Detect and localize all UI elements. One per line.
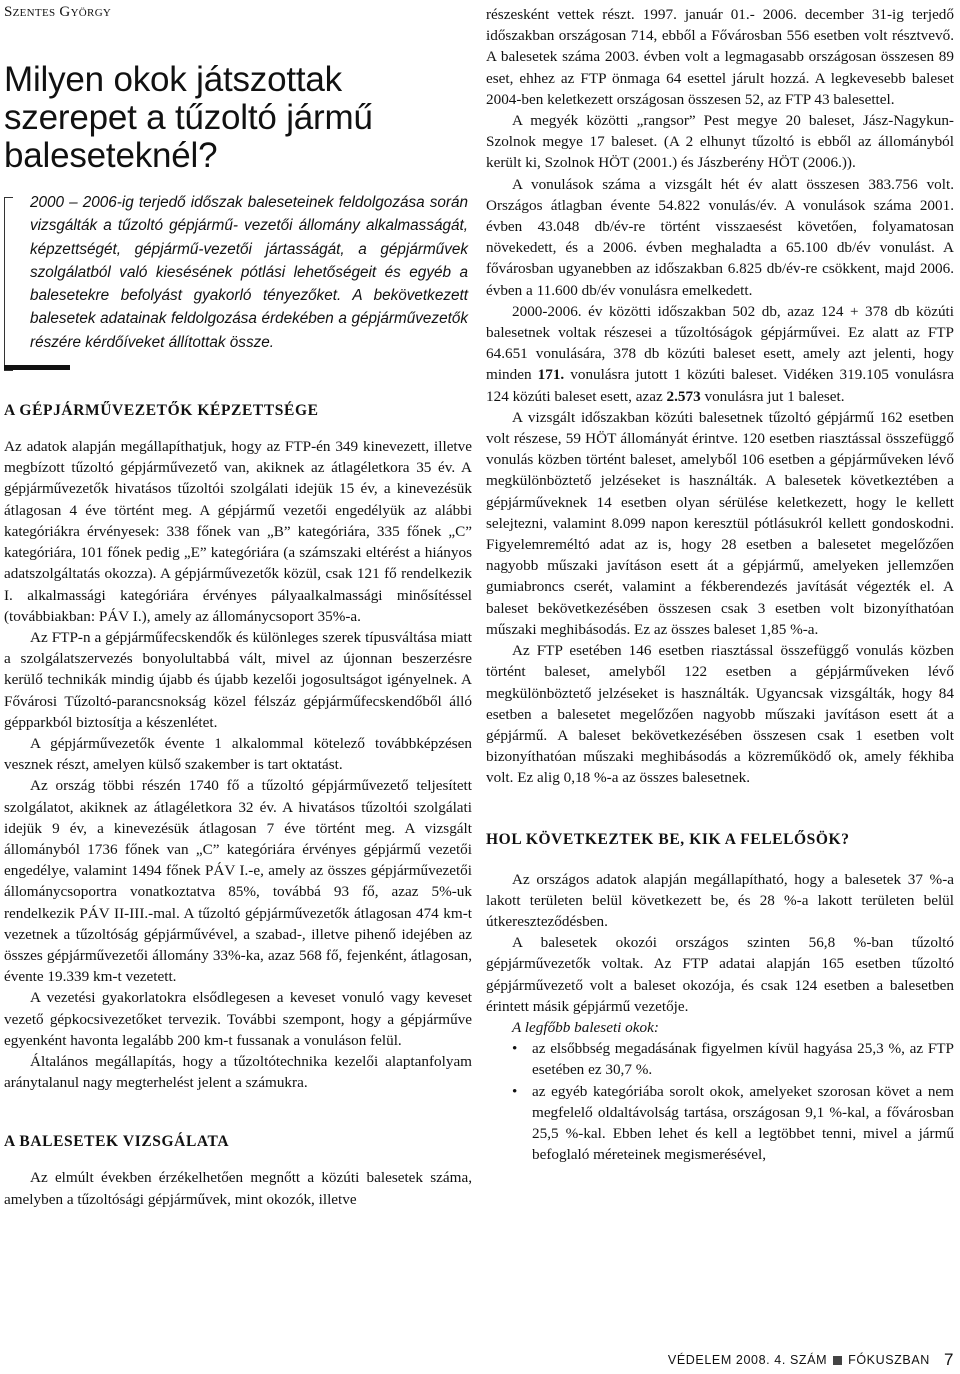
section-responsibility-body [486, 869, 954, 1166]
highlight-number: 2.573 [666, 387, 701, 405]
section-heading-accidents: A BALESETEK VIZSGÁLATA [4, 1133, 230, 1151]
paragraph: Általános megállapítás, hogy a tűzoltótechnika kezelői alaptanfolyam aránytalanul nagy megterhelést jelent a számukra. [4, 1052, 472, 1092]
list-item: • az elsőbbség megadásának figyelmen kívül hagyása 25,3 %, az FTP esetében ez 30,7 %. [512, 1040, 954, 1079]
paragraph: A vezetési gyakorlatokra elsődlegesen a keveset vonuló vagy keveset vezető gépkocsivezetőket tervezik. További szempont, hogy a gépjárműve egyenként havonta legalább 200 km-t fussanak a vonuláson felül. [4, 989, 472, 1049]
paragraph: A balesetek okozói országos szinten 56,8 %-ban tűzoltó gépjárművezetők voltak. Az FTP adatai alapján 165 esetben tűzoltó gépjárművezető volt a baleset okozója, és csak 124 esetben a balesetben érintett másik gépjármű vezetője. [486, 934, 954, 1015]
paragraph: A vonulások száma a vizsgált hét év alatt összesen 383.756 volt. Országos átlagban évente 54.822 vonulás/év. A vonulások száma 2001. évben 43.048 db/év-re történt visszaesést követően, folyamatosan növekedett, és a 2006. évben meghaladta a 65.100 db/év vonulást. A fővárosban ugyanebben az időszakban 6.825 db/év-re csökkent, majd 2006. évben a 11.600 db/év vonulásra emelkedett. [486, 175, 954, 299]
bullet-icon: • [512, 1082, 518, 1100]
lead-box [4, 191, 472, 354]
paragraph: A gépjárművezetők évente 1 alkalommal kötelező továbbképzésen vesznek részt, amelyen külső szakember is tart oktatást. [4, 734, 472, 774]
section-heading-responsibility: HOL KÖVETKEZTEK BE, KIK A FELELŐSÖK? [486, 830, 850, 848]
paragraph: Az adatok alapján megállapíthatjuk, hogy az FTP-én 349 kinevezett, illetve megbízott tűzoltó gépjárművezető van, akiknek az átlagéletkora 35 év. A gépjárművezetők hivatásos tűzoltói szolgálati idejük 15 év, a kinevezésük átlagosan 4 éve történt meg. A gépjármű vezetői engedélyük az alábbi kategóriákra érvényesek: 338 főnek van „B” kategóriára, 335 főnek „C” kategóriára, 101 főnek pedig „E” kategóriára (a számszaki eltérést a hiányos adatszolgáltatás okozza). A gépjárművezetők közül, csak 121 fő rendelkezik I. alkalmassági kategóriára érvényes pályaalkalmassági minősítéssel (továbbiakban: PÁV I.), amely az állománycsoport 35%-a. [4, 438, 472, 625]
paragraph: Az FTP-n a gépjárműfecskendők és különleges szerek típusváltása miatt a szolgálatszervezés bonyolultabbá vált, mivel az újonnan beszerzésre kerülő technikák mindig újabb és újabb kezelői jogosultságot igényelnek. A Fővárosi Tűzoltó-parancsnokság közel félszáz gépjárműfecskendőből álló gépparkból biztosítja a készenlétet. [4, 628, 472, 731]
list-label: A legfőbb baleseti okok: [512, 1018, 659, 1036]
paragraph: A megyék közötti „rangsor” Pest megye 20 baleset, Jász-Nagykun-Szolnok megye 17 baleset. (A 2 elhunyt tűzoltó is ebből az állományból került ki, Szolnok HÖT (2001.) és Jászberény HÖT (2006.)). [486, 112, 954, 172]
paragraph: részesként vettek részt. 1997. január 01.- 2006. december 31-ig terjedő időszakban országosan 714, ebből a Fővárosban 556 esetben volt résztvevő. A balesetek száma 2003. évben volt a legmagasabb országosan összesen 89 eset, ehhez az FTP önmaga 64 esettel járult hozzá. A legkevesebb baleset 2004-ben keletkezett országosan összesen 52, az FTP 43 balesettel. [486, 6, 954, 108]
paragraph: Az országos adatok alapján megállapítható, hogy a balesetek 37 %-a lakott területen belül következett be, és 28 %-a lakott területen belül útkereszteződésben. [486, 870, 954, 930]
author-name: Szentes György [4, 4, 112, 20]
lead-bracket-line [4, 197, 13, 371]
square-separator-icon [833, 1356, 842, 1365]
paragraph-with-highlights: 2000-2006. év közötti időszakban 502 db, azaz 124 + 378 db közúti balesetnek voltak részesei a tűzoltóságok gépjárművei. Ez alatt az FTP 64.651 vonulására, 378 db közúti baleset esett, amely azt jelenti, hogy minden 171. vonulásra jutott 1 közúti baleset. Vidéken 319.105 vonulásra 124 közúti baleset esett, azaz 2.573 vonulásra jut 1 baleset. [486, 302, 954, 405]
magazine-issue: VÉDELEM 2008. 4. SZÁM [667, 1353, 828, 1367]
page-footer [668, 1350, 954, 1370]
cause-list [486, 1038, 954, 1165]
paragraph: Az FTP esetében 146 esetben riasztással összefüggő vonulás közben történt baleset, amelyből 122 esetben a gépjárműveken lévő megkülönböztető jelzéseket is használták. Ugyancsak vizsgálták, hogy 84 esetben a balesetet megelőzően nagyobb műszaki javításon esett át a gépjármű. A baleset bekövetkezésében összesen csak 1 esetben volt bizonyíthatóan műszaki meghibásodás a közreműködő ok, amely fékhiba volt. Ez alig 0,18 %-a az összes balesetnek. [486, 642, 954, 787]
page-number: 7 [943, 1350, 954, 1369]
lead-paragraph: 2000 – 2006-ig terjedő időszak baleseteinek feldolgozása során vizsgálták a tűzoltó gépjármű- vezetői állomány alkalmasságát, képzettségét, gépjármű-vezetői jártasságát, a gépjárművek szolgálatból való kiesésének pótlási lehetőségeit és egyéb a balesetekre befolyást gyakorló tényezőket. A bekövetkezett balesetek adatainak feldolgozása érdekében a gépjárművezetők részére kérdőíveket állítottak össze. [30, 194, 468, 351]
article-title: Milyen okok játszottak szerepet a tűzoltó jármű baleseteknél? [4, 60, 373, 175]
section-name: FÓKUSZBAN [848, 1353, 930, 1367]
left-column [4, 0, 472, 1210]
lead-accent-bar [4, 365, 70, 370]
bullet-icon: • [512, 1040, 518, 1058]
section-training-body [4, 436, 472, 1093]
section-heading-training: A GÉPJÁRMŰVEZETŐK KÉPZETTSÉGE [4, 402, 319, 420]
right-column [486, 4, 954, 1165]
list-item: • az egyéb kategóriába sorolt okok, amelyeket szorosan követ a nem megfelelő oldaltávolság tartása, országosan 9,1 %-kal, a fővárosban 25,5 %-kal. Ebben lehet és kell a legtöbbet tenni, mivel a jármű befoglaló méreteinek megismerésével, [512, 1082, 954, 1164]
paragraph: Az elmúlt években érzékelhetően megnőtt a közúti balesetek száma, amelyben a tűzoltósági gépjárművek, mint okozók, illetve [4, 1169, 472, 1208]
paragraph: A vizsgált időszakban közúti balesetnek tűzoltó gépjármű 162 esetben volt részese, 59 HÖT állományát érintve. 120 esetben riasztással összefüggő vonulás közben történt baleset, amelyből 106 esetben a gépjárműveken lévő megkülönböztető jelzéseket is használták. A balesetek következtében a gépjárműveknek 14 esetben olyan sérülése keletkezett, hogy le kellett selejtezni, valamint 8.099 napon keresztül pótlásukról kellett gondoskodni. Figyelemreméltó adat az is, hogy 28 esetben a balesetet megelőzően nagyobb műszaki javításon esett át a gépjármű, amelyeken jellemzően gumiabroncs cserét, valamint a fékberendezés javítását végezték el. A baleset bekövetkezésében összesen csak 3 esetben volt bizonyíthatóan műszaki meghibásodás. Ez az összes baleset 1,85 %-a. [486, 408, 954, 638]
highlight-number: 171. [537, 366, 565, 384]
paragraph: Az ország többi részén 1740 fő a tűzoltó gépjárművezető teljesített szolgálatot, akiknek az átlagéletkora 32 év. A hivatásos tűzoltói szolgálati idejük 9 év, a kinevezésük átlagosan 7 éve történt meg. A vizsgált állományból 1736 főnek van „C” kategóriára érvényes gépjármű vezetői engedélye, valamint 1494 főnek PÁV I.-e, amely az összes gépjárművezetői állománycsoportra vonatkoztatva 85%, továbbá 93 fő, azaz 5%-uk rendelkezik PÁV II-III.-mal. A tűzoltó gépjárművezetők átlagosan 474 km-t vezetnek a tűzoltóság gépjárművével, a szabad-, illetve pihenő idejében az összes gépjárművezetői állomány 33%-ka, azaz 568 fő, fejenként, átlagosan, évente 19.339 km-t vezetett. [4, 777, 472, 986]
